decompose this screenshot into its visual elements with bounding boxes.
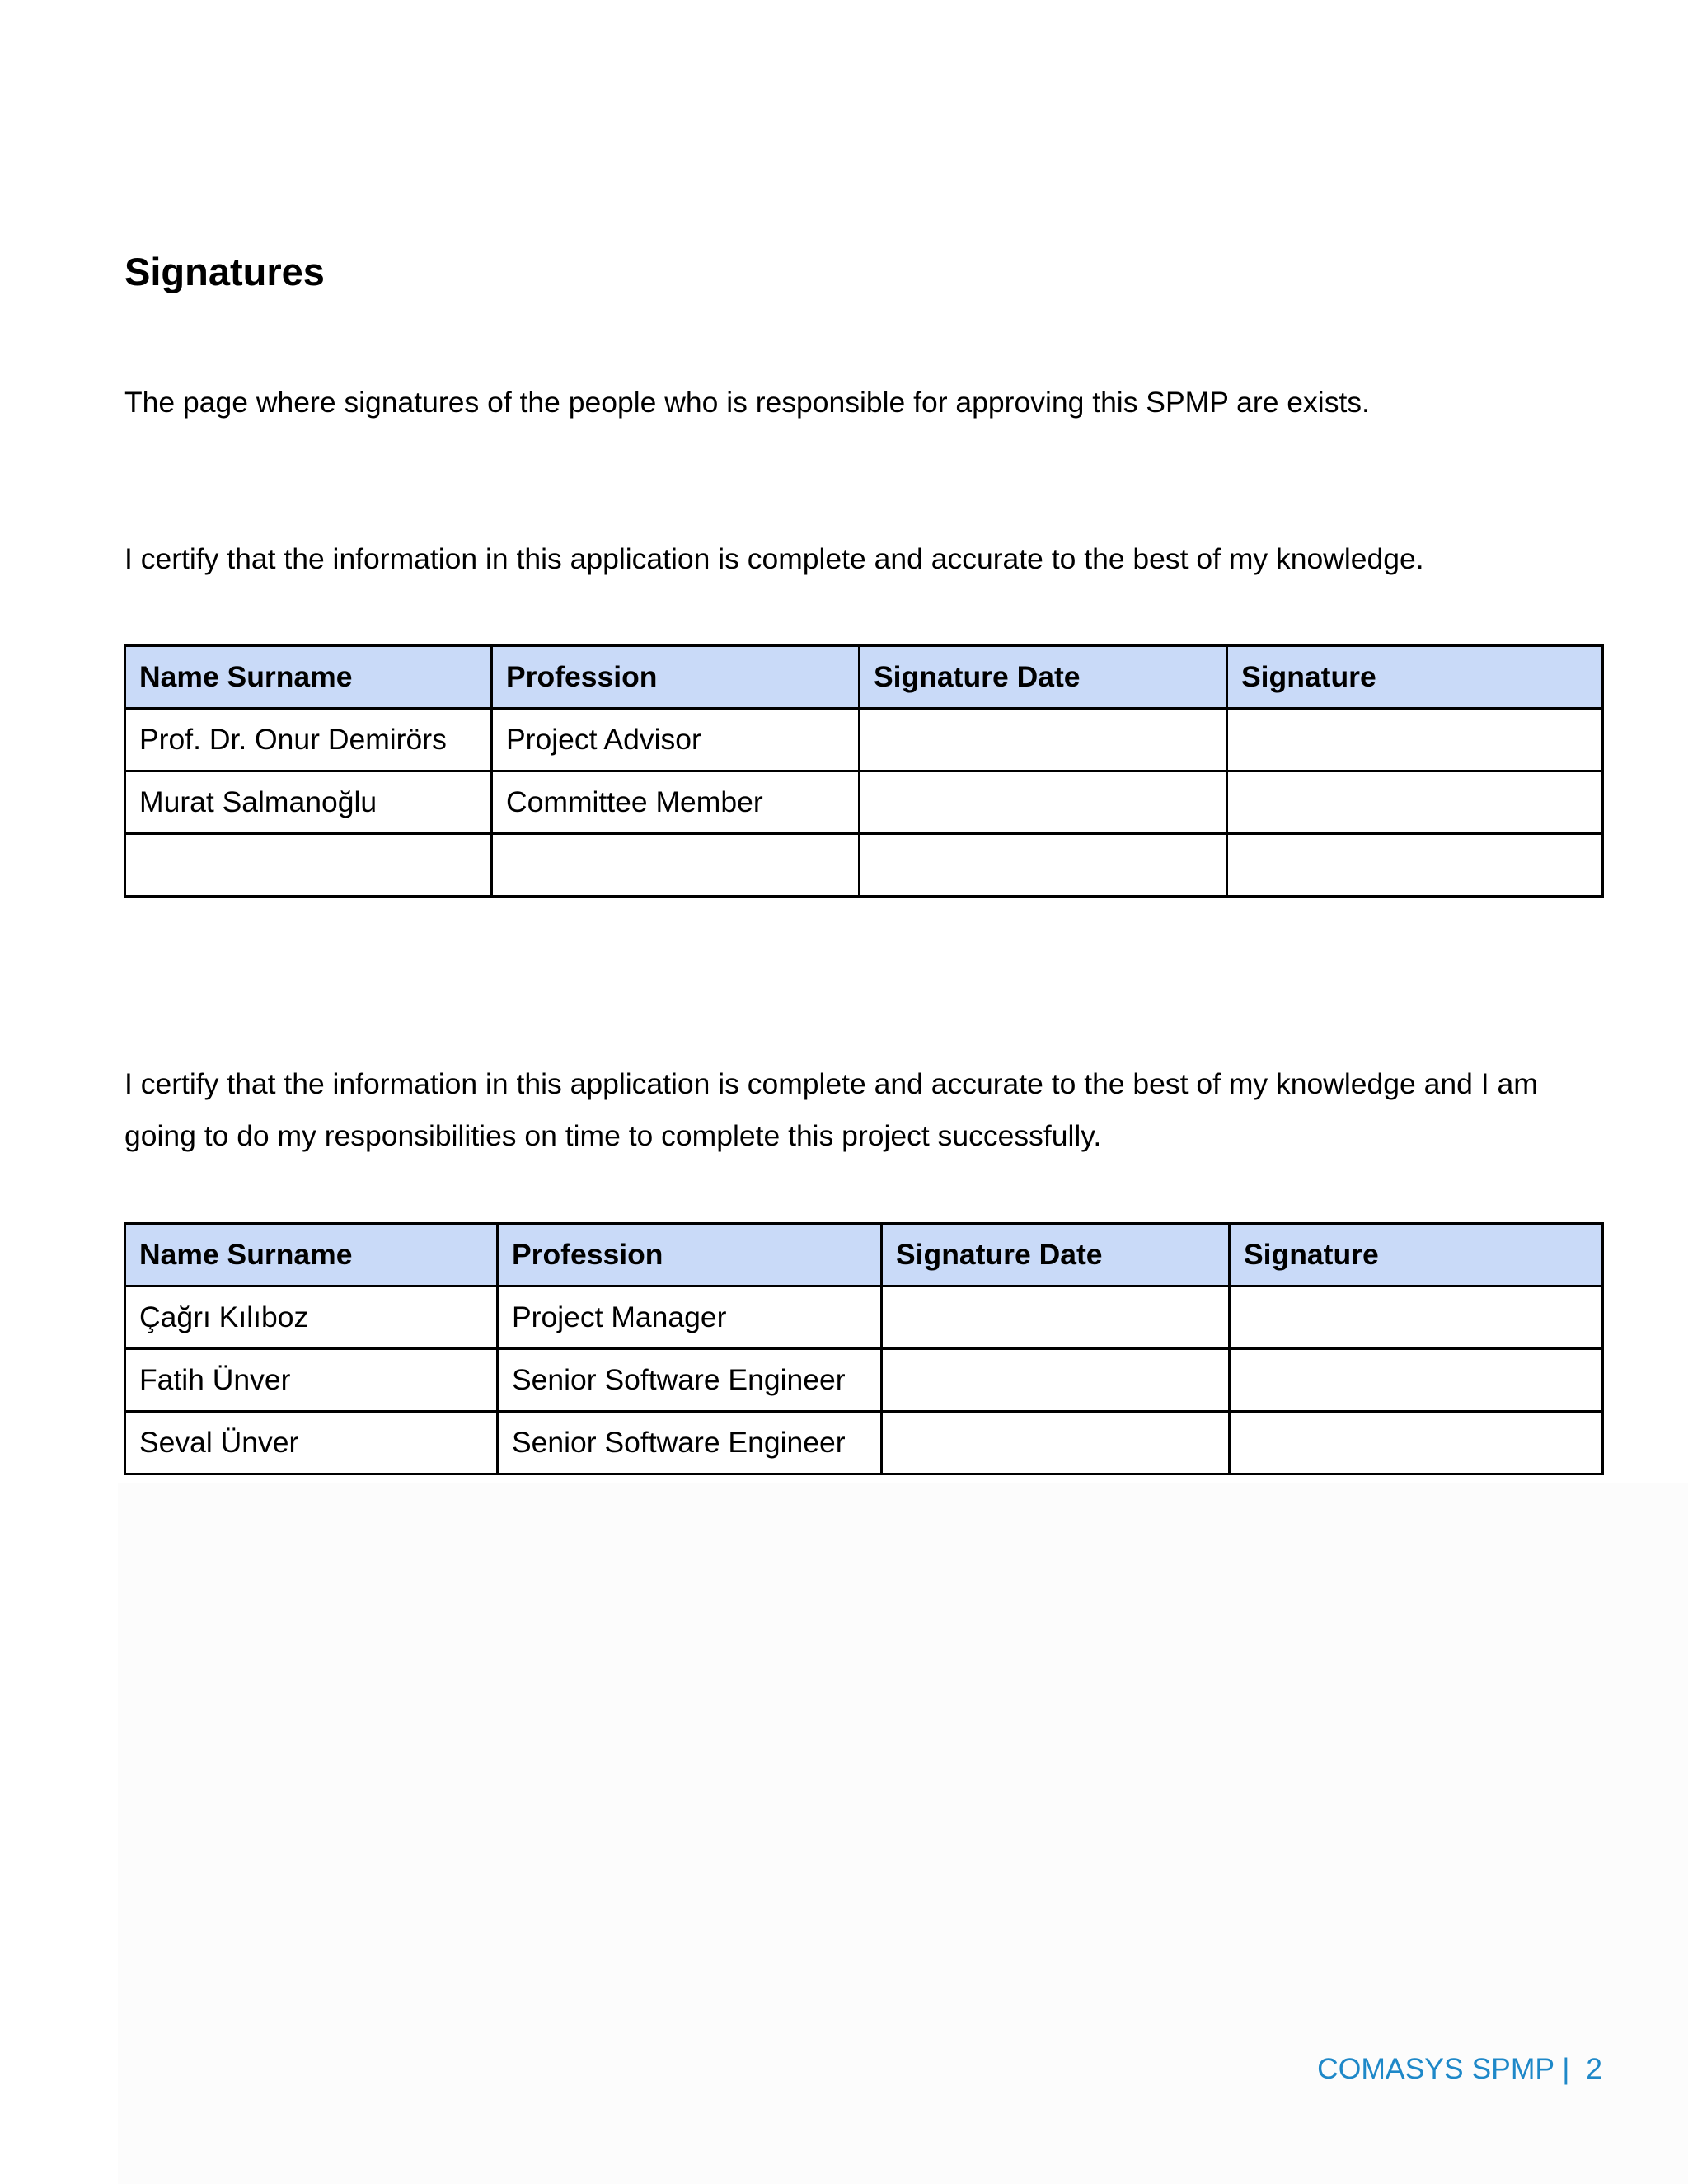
certification-statement-1: I certify that the information in this application is complete and accurate to the best of my knowledge.: [124, 542, 1424, 575]
cell-signature: [1227, 709, 1603, 771]
cell-signature: [1230, 1349, 1603, 1412]
cell-signature-date: [860, 771, 1227, 834]
team-signature-table: [124, 1222, 1604, 1475]
table-row: [125, 1349, 1603, 1412]
cell-signature: [1230, 1412, 1603, 1474]
cell-profession: Senior Software Engineer: [498, 1412, 882, 1474]
page-footer: COMASYS SPMP | 2: [1317, 2052, 1602, 2085]
table-row: [125, 1286, 1603, 1349]
cell-signature: [1227, 834, 1603, 897]
table-row: [125, 771, 1603, 834]
cell-signature: [1227, 771, 1603, 834]
header-name-surname: Name Surname: [125, 1224, 498, 1286]
header-profession: Profession: [492, 646, 860, 709]
header-profession: Profession: [498, 1224, 882, 1286]
cell-signature-date: [860, 709, 1227, 771]
cell-name: Seval Ünver: [125, 1412, 498, 1474]
cell-profession: Committee Member: [492, 771, 860, 834]
table-row: [125, 709, 1603, 771]
cell-signature-date: [860, 834, 1227, 897]
cell-signature-date: [882, 1349, 1230, 1412]
cell-profession: Project Manager: [498, 1286, 882, 1349]
cell-name: Fatih Ünver: [125, 1349, 498, 1412]
intro-paragraph: The page where signatures of the people who is responsible for approving this SPMP are exists.: [124, 386, 1370, 419]
cell-profession: Project Advisor: [492, 709, 860, 771]
cell-name: [125, 834, 492, 897]
cell-signature-date: [882, 1412, 1230, 1474]
page-title: Signatures: [124, 250, 325, 293]
table-header-row: [125, 646, 1603, 709]
table-row: [125, 834, 1603, 897]
table-header-row: [125, 1224, 1603, 1286]
cell-signature-date: [882, 1286, 1230, 1349]
cell-name: Prof. Dr. Onur Demirörs: [125, 709, 492, 771]
cell-profession: Senior Software Engineer: [498, 1349, 882, 1412]
cell-name: Çağrı Kılıboz: [125, 1286, 498, 1349]
table-row: [125, 1412, 1603, 1474]
approval-signature-table: [124, 644, 1604, 898]
cell-profession: [492, 834, 860, 897]
certification-statement-2: I certify that the information in this application is complete and accurate to the best of my knowledge and I am going to do my responsibilities on time to complete this project successfully.: [124, 1067, 1538, 1152]
cell-signature: [1230, 1286, 1603, 1349]
header-signature: Signature: [1227, 646, 1603, 709]
header-signature-date: Signature Date: [882, 1224, 1230, 1286]
header-signature: Signature: [1230, 1224, 1603, 1286]
header-signature-date: Signature Date: [860, 646, 1227, 709]
cell-name: Murat Salmanoğlu: [125, 771, 492, 834]
header-name-surname: Name Surname: [125, 646, 492, 709]
